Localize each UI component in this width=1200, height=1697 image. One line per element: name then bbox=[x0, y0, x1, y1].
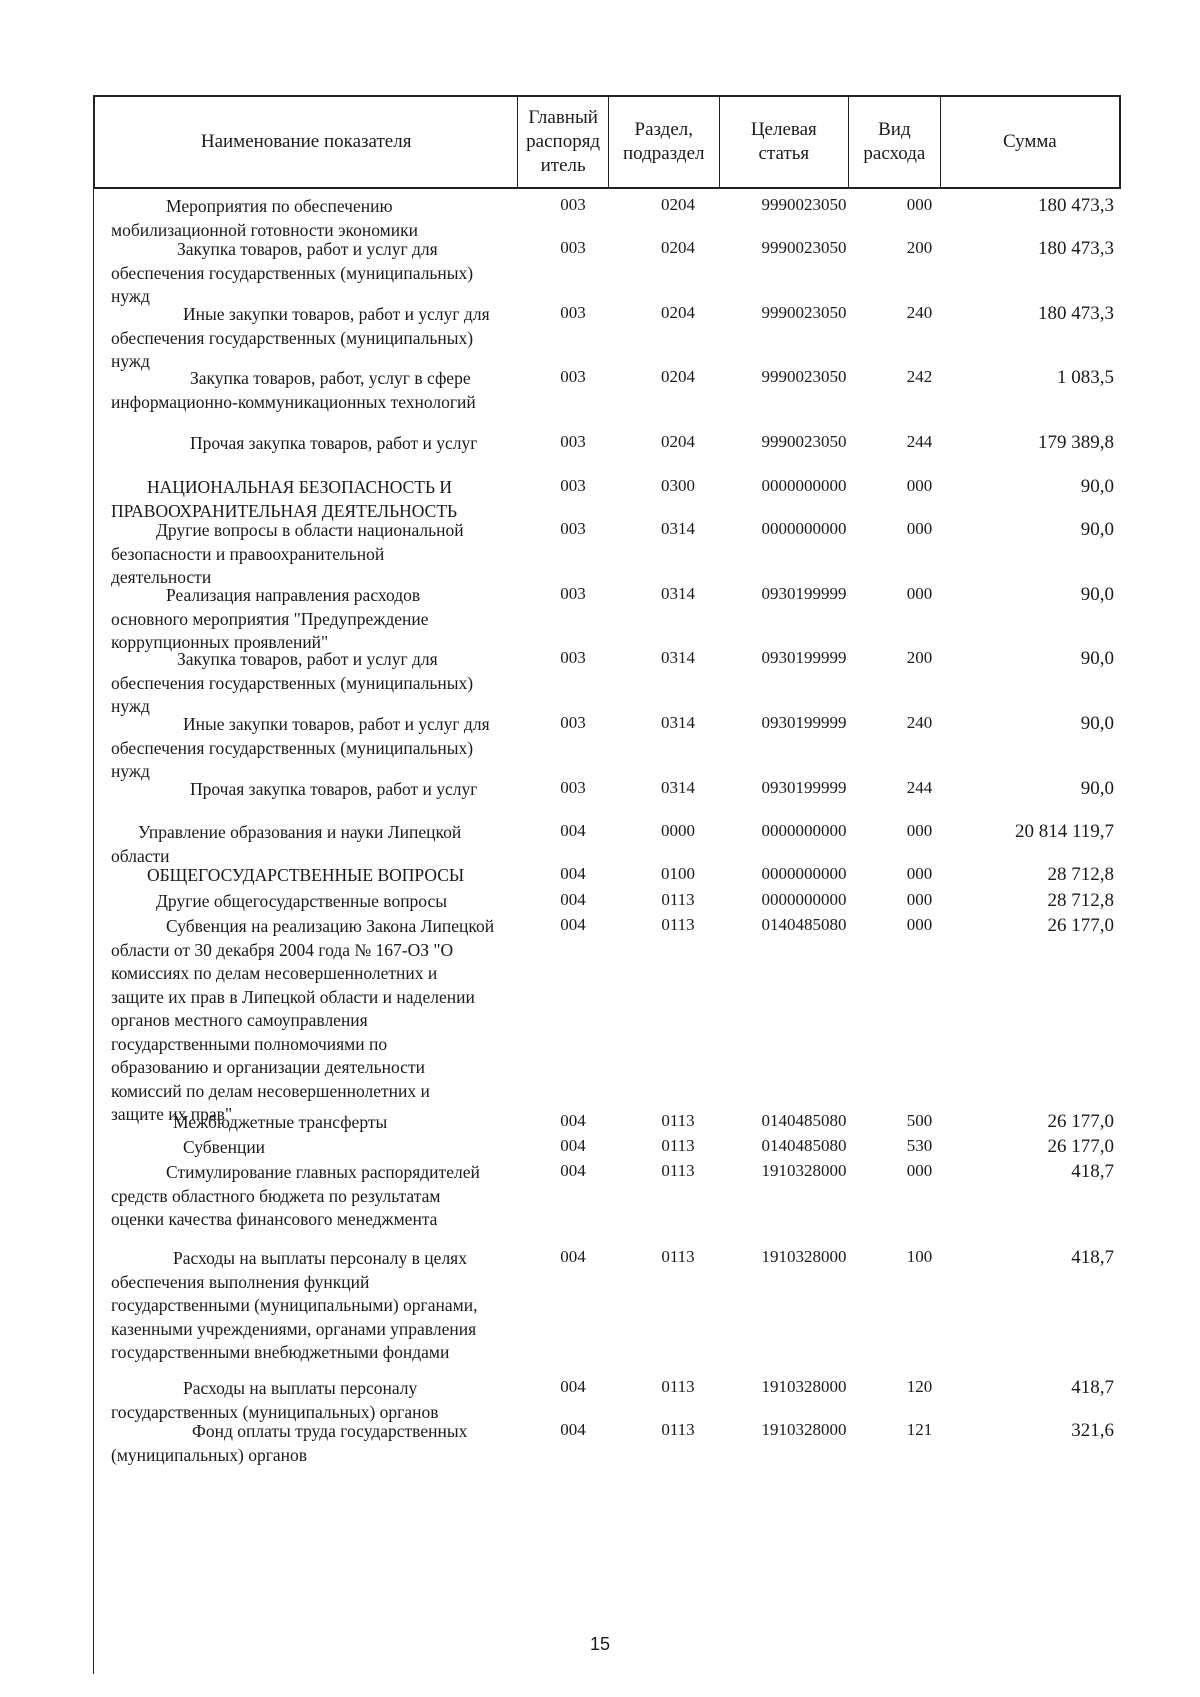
target-article-code: 0140485080 bbox=[761, 1136, 847, 1155]
indicator-name-line: оценки качества финансового менеджмента bbox=[111, 1209, 438, 1229]
indicator-name-line: обеспечения государственных (муниципальных) bbox=[111, 262, 474, 283]
indicator-name-line: безопасности и правоохранительной bbox=[111, 543, 385, 564]
main-manager-code: 003 bbox=[560, 778, 586, 797]
indicator-name-line: комиссиях по делам несовершеннолетних и bbox=[111, 963, 438, 983]
target-article-code: 1910328000 bbox=[761, 1247, 847, 1266]
target-article-code: 0000000000 bbox=[761, 821, 847, 840]
target-article-code: 0140485080 bbox=[761, 915, 847, 934]
indicator-name-line: Другие вопросы в области национальной bbox=[156, 520, 464, 540]
expense-type-code: 240 bbox=[906, 713, 933, 732]
indicator-name-line: государственными полномочиями по bbox=[111, 1033, 388, 1054]
sum-value: 90,0 bbox=[1080, 476, 1114, 497]
section-code: 0113 bbox=[661, 1136, 695, 1155]
sum-value: 180 473,3 bbox=[1038, 303, 1114, 324]
indicator-name bbox=[111, 821, 511, 868]
indicator-name-line: Иные закупки товаров, работ и услуг для bbox=[183, 714, 490, 734]
expense-type-code: 000 bbox=[906, 1161, 933, 1180]
main-manager-code: 004 bbox=[560, 1161, 586, 1180]
expense-type-code: 000 bbox=[906, 821, 933, 840]
indicator-name-line: нужд bbox=[111, 286, 150, 306]
sum-value: 26 177,0 bbox=[1047, 915, 1114, 936]
main-manager-code: 003 bbox=[560, 648, 586, 667]
expense-type-code: 200 bbox=[906, 648, 933, 667]
indicator-name-line: коррупционных проявлений" bbox=[111, 632, 329, 652]
main-manager-code: 004 bbox=[560, 1420, 586, 1439]
indicator-name-line: Реализация направления расходов bbox=[166, 585, 421, 605]
expense-type-code: 240 bbox=[906, 303, 933, 322]
table-body bbox=[93, 189, 1121, 1674]
expense-type-code: 000 bbox=[906, 519, 933, 538]
indicator-name-line: НАЦИОНАЛЬНАЯ БЕЗОПАСНОСТЬ И bbox=[147, 477, 453, 497]
indicator-name-line: органов местного самоуправления bbox=[111, 1010, 368, 1030]
target-article-code: 0000000000 bbox=[761, 864, 847, 883]
section-code: 0113 bbox=[661, 1420, 695, 1439]
main-manager-code: 003 bbox=[560, 713, 586, 732]
indicator-name bbox=[111, 648, 511, 719]
indicator-name bbox=[111, 915, 511, 1127]
indicator-name-line: Субвенция на реализацию Закона Липецкой bbox=[166, 916, 495, 936]
target-article-code: 0930199999 bbox=[761, 778, 847, 797]
indicator-name-line: обеспечения выполнения функций bbox=[111, 1271, 370, 1292]
indicator-name-line: ОБЩЕГОСУДАРСТВЕННЫЕ ВОПРОСЫ bbox=[147, 865, 465, 885]
main-manager-code: 003 bbox=[560, 238, 586, 257]
indicator-name-line: Управление образования и науки Липецкой bbox=[138, 822, 462, 842]
indicator-name-line: нужд bbox=[111, 351, 150, 371]
expense-type-code: 500 bbox=[906, 1111, 933, 1130]
indicator-name bbox=[111, 238, 511, 309]
indicator-name-line: нужд bbox=[111, 696, 150, 716]
indicator-name-line: ПРАВООХРАНИТЕЛЬНАЯ ДЕЯТЕЛЬНОСТЬ bbox=[111, 500, 458, 521]
indicator-name bbox=[111, 1111, 511, 1135]
indicator-name-line: государственными внебюджетными фондами bbox=[111, 1342, 450, 1362]
expense-type-code: 200 bbox=[906, 238, 933, 257]
indicator-name-line: Иные закупки товаров, работ и услуг для bbox=[183, 304, 490, 324]
expense-type-code: 000 bbox=[906, 476, 933, 495]
indicator-name bbox=[111, 367, 511, 414]
indicator-name-line: обеспечения государственных (муниципальных) bbox=[111, 327, 474, 348]
indicator-name bbox=[111, 1377, 511, 1424]
section-code: 0113 bbox=[661, 1377, 695, 1396]
indicator-name-line: обеспечения государственных (муниципальных) bbox=[111, 672, 474, 693]
indicator-name bbox=[111, 584, 511, 655]
indicator-name-line: Другие общегосударственные вопросы bbox=[156, 891, 448, 911]
indicator-name-line: мобилизационной готовности экономики bbox=[111, 219, 418, 240]
indicator-name-line: казенными учреждениями, органами управления bbox=[111, 1318, 477, 1339]
indicator-name bbox=[111, 1136, 511, 1160]
header-sum: Сумма bbox=[1002, 131, 1057, 152]
target-article-code: 1910328000 bbox=[761, 1377, 847, 1396]
indicator-name bbox=[111, 713, 511, 784]
indicator-name bbox=[111, 519, 511, 590]
main-manager-code: 004 bbox=[560, 1136, 586, 1155]
indicator-name bbox=[111, 778, 511, 802]
main-manager-code: 003 bbox=[560, 476, 586, 495]
main-manager-code: 004 bbox=[560, 821, 586, 840]
expense-type-code: 100 bbox=[906, 1247, 933, 1266]
indicator-name-line: защите их прав в Липецкой области и наделении bbox=[111, 986, 475, 1007]
indicator-name bbox=[111, 1420, 511, 1467]
main-manager-code: 003 bbox=[560, 367, 586, 386]
sum-value: 1 083,5 bbox=[1057, 367, 1114, 388]
sum-value: 179 389,8 bbox=[1038, 432, 1114, 453]
main-manager-code: 004 bbox=[560, 864, 586, 883]
expense-type-code: 000 bbox=[906, 584, 933, 603]
budget-table bbox=[93, 95, 1121, 1674]
expense-type-code: 242 bbox=[906, 367, 933, 386]
sum-value: 90,0 bbox=[1080, 519, 1114, 540]
main-manager-code: 004 bbox=[560, 1111, 586, 1130]
main-manager-code: 003 bbox=[560, 432, 586, 451]
section-code: 0100 bbox=[661, 864, 695, 883]
section-code: 0000 bbox=[661, 821, 695, 840]
indicator-name bbox=[111, 1161, 511, 1232]
sum-value: 180 473,3 bbox=[1038, 238, 1114, 259]
indicator-name-line: (муниципальных) органов bbox=[111, 1444, 308, 1465]
indicator-name-line: Субвенции bbox=[183, 1137, 266, 1157]
sum-value: 90,0 bbox=[1080, 778, 1114, 799]
expense-type-code: 120 bbox=[906, 1377, 933, 1396]
indicator-name-line: нужд bbox=[111, 761, 150, 781]
target-article-code: 0930199999 bbox=[761, 584, 847, 603]
indicator-name bbox=[111, 195, 511, 242]
indicator-name-line: Прочая закупка товаров, работ и услуг bbox=[190, 433, 478, 453]
indicator-name bbox=[111, 303, 511, 374]
indicator-name-line: защите их прав" bbox=[111, 1104, 233, 1124]
indicator-name bbox=[111, 476, 511, 523]
expense-type-code: 000 bbox=[906, 890, 933, 909]
section-code: 0314 bbox=[661, 778, 695, 797]
indicator-name-line: Закупка товаров, работ и услуг для bbox=[177, 239, 438, 259]
indicator-name-line: области от 30 декабря 2004 года № 167-ОЗ "О bbox=[111, 939, 454, 960]
sum-value: 418,7 bbox=[1071, 1161, 1114, 1182]
target-article-code: 9990023050 bbox=[761, 238, 847, 257]
header-main-manager: Главный распоряд итель bbox=[518, 97, 609, 187]
target-article-code: 9990023050 bbox=[761, 367, 847, 386]
indicator-name-line: информационно-коммуникационных технологий bbox=[111, 391, 476, 412]
sum-value: 28 712,8 bbox=[1047, 890, 1114, 911]
main-manager-code: 004 bbox=[560, 1377, 586, 1396]
sum-value: 20 814 119,7 bbox=[1014, 821, 1114, 842]
section-code: 0204 bbox=[661, 432, 695, 451]
table-header bbox=[93, 95, 1121, 189]
section-code: 0314 bbox=[661, 713, 695, 732]
expense-type-code: 244 bbox=[906, 432, 933, 451]
target-article-code: 0140485080 bbox=[761, 1111, 847, 1130]
main-manager-code: 004 bbox=[560, 890, 586, 909]
main-manager-code: 003 bbox=[560, 584, 586, 603]
header-name: Наименование показателя bbox=[95, 97, 518, 187]
main-manager-code: 003 bbox=[560, 303, 586, 322]
indicator-name bbox=[111, 890, 511, 914]
target-article-code: 0000000000 bbox=[761, 519, 847, 538]
sum-value: 418,7 bbox=[1071, 1247, 1114, 1268]
sum-value: 180 473,3 bbox=[1038, 195, 1114, 216]
main-manager-code: 004 bbox=[560, 1247, 586, 1266]
indicator-name-line: государственных (муниципальных) органов bbox=[111, 1401, 439, 1422]
expense-type-code: 244 bbox=[906, 778, 933, 797]
indicator-name-line: области bbox=[111, 845, 170, 866]
indicator-name-line: образованию и организации деятельности bbox=[111, 1057, 425, 1077]
indicator-name-line: Прочая закупка товаров, работ и услуг bbox=[190, 779, 478, 799]
page-number: 15 bbox=[589, 1634, 611, 1654]
section-code: 0300 bbox=[661, 476, 695, 495]
header-section: Раздел, подраздел bbox=[609, 97, 720, 187]
section-code: 0113 bbox=[661, 1161, 695, 1180]
section-code: 0204 bbox=[661, 238, 695, 257]
indicator-name-line: Закупка товаров, работ и услуг для bbox=[177, 649, 438, 669]
section-code: 0204 bbox=[661, 367, 695, 386]
indicator-name-line: основного мероприятия "Предупреждение bbox=[111, 608, 429, 629]
section-code: 0113 bbox=[661, 890, 695, 909]
expense-type-code: 121 bbox=[906, 1420, 933, 1439]
sum-value: 28 712,8 bbox=[1047, 864, 1114, 885]
indicator-name-line: Фонд оплаты труда государственных bbox=[192, 1421, 468, 1441]
indicator-name-line: государственными (муниципальными) органами, bbox=[111, 1295, 478, 1315]
indicator-name bbox=[111, 1247, 511, 1365]
header-expense-type: Вид расхода bbox=[849, 97, 941, 187]
indicator-name-line: Межбюджетные трансферты bbox=[173, 1112, 388, 1132]
target-article-code: 0000000000 bbox=[761, 890, 847, 909]
indicator-name-line: Стимулирование главных распорядителей bbox=[166, 1162, 480, 1182]
section-code: 0113 bbox=[661, 1111, 695, 1130]
expense-type-code: 530 bbox=[906, 1136, 933, 1155]
expense-type-code: 000 bbox=[906, 915, 933, 934]
sum-value: 418,7 bbox=[1071, 1377, 1114, 1398]
sum-value: 321,6 bbox=[1071, 1420, 1114, 1441]
section-code: 0113 bbox=[661, 915, 695, 934]
target-article-code: 1910328000 bbox=[761, 1161, 847, 1180]
indicator-name bbox=[111, 432, 511, 456]
section-code: 0314 bbox=[661, 648, 695, 667]
main-manager-code: 003 bbox=[560, 519, 586, 538]
indicator-name-line: средств областного бюджета по результатам bbox=[111, 1185, 441, 1206]
sum-value: 90,0 bbox=[1080, 713, 1114, 734]
expense-type-code: 000 bbox=[906, 195, 933, 214]
header-target-article: Целевая статья bbox=[720, 97, 850, 187]
indicator-name-line: Расходы на выплаты персоналу в целях bbox=[173, 1248, 467, 1268]
target-article-code: 0930199999 bbox=[761, 648, 847, 667]
section-code: 0314 bbox=[661, 519, 695, 538]
target-article-code: 9990023050 bbox=[761, 303, 847, 322]
target-article-code: 0000000000 bbox=[761, 476, 847, 495]
sum-value: 26 177,0 bbox=[1047, 1136, 1114, 1157]
target-article-code: 0930199999 bbox=[761, 713, 847, 732]
sum-value: 90,0 bbox=[1080, 584, 1114, 605]
section-code: 0204 bbox=[661, 303, 695, 322]
section-code: 0204 bbox=[661, 195, 695, 214]
sum-value: 90,0 bbox=[1080, 648, 1114, 669]
indicator-name-line: комиссий по делам несовершеннолетних и bbox=[111, 1080, 430, 1101]
target-article-code: 9990023050 bbox=[761, 195, 847, 214]
target-article-code: 9990023050 bbox=[761, 432, 847, 451]
sum-value: 26 177,0 bbox=[1047, 1111, 1114, 1132]
main-manager-code: 003 bbox=[560, 195, 586, 214]
expense-type-code: 000 bbox=[906, 864, 933, 883]
section-code: 0113 bbox=[661, 1247, 695, 1266]
indicator-name-line: Закупка товаров, работ, услуг в сфере bbox=[190, 368, 471, 388]
indicator-name-line: обеспечения государственных (муниципальных) bbox=[111, 737, 474, 758]
indicator-name-line: Мероприятия по обеспечению bbox=[166, 196, 393, 216]
indicator-name bbox=[111, 864, 511, 888]
indicator-name-line: Расходы на выплаты персоналу bbox=[183, 1378, 418, 1398]
target-article-code: 1910328000 bbox=[761, 1420, 847, 1439]
section-code: 0314 bbox=[661, 584, 695, 603]
indicator-name-line: деятельности bbox=[111, 567, 212, 587]
main-manager-code: 004 bbox=[560, 915, 586, 934]
